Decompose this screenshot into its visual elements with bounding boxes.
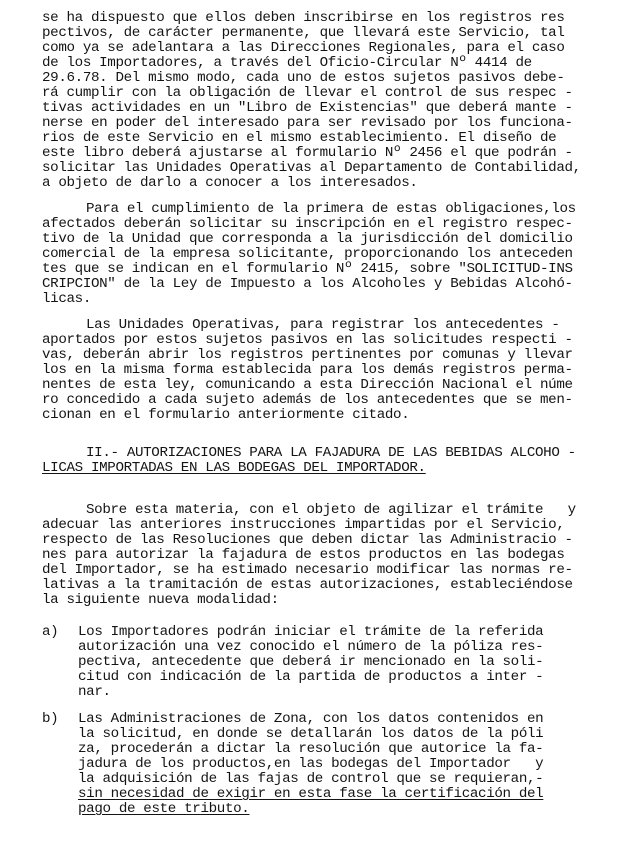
text-line: CRIPCION" de la Ley de Impuesto a los Alcoholes y Bebidas Alcohó- bbox=[42, 276, 573, 292]
text-line: lativas a la tramitación de estas autorizaciones, estableciéndose bbox=[42, 577, 573, 593]
text-line: pago de este tributo. bbox=[78, 801, 250, 817]
text-line: aportados por estos sujetos pasivos en las solicitudes respecti - bbox=[42, 332, 573, 348]
text-line: los en la misma forma establecida para los demás registros perma- bbox=[42, 362, 573, 378]
text-line: Las Unidades Operativas, para registrar los antecedentes - bbox=[86, 317, 560, 333]
text-line: respecto de las Resoluciones que deben dictar las Administracio - bbox=[42, 532, 573, 548]
list-marker: b) bbox=[42, 711, 59, 727]
text-line: citud con indicación de la partida de productos a inter - bbox=[78, 669, 544, 685]
text-line: tivas actividades en un "Libro de Existencias" que deberá mante - bbox=[42, 100, 573, 116]
text-line: a objeto de darlo a conocer a los interesados. bbox=[42, 175, 418, 191]
text-line: za, procederán a dictar la resolución que autorice la fa- bbox=[78, 741, 544, 757]
text-line: pectivos, de carácter permanente, que llevará este Servicio, tal bbox=[42, 25, 565, 41]
text-line: cionan en el formulario anteriormente citado. bbox=[42, 407, 410, 423]
text-line: autorización una vez conocido el número de la póliza res- bbox=[78, 639, 544, 655]
text-line: Para el cumplimiento de la primera de estas obligaciones,los bbox=[86, 201, 576, 217]
text-line: adecuar las anteriores instrucciones impartidas por el Servicio, bbox=[42, 517, 565, 533]
text-line: nes para autorizar la fajadura de estos productos en las bodegas bbox=[42, 547, 565, 563]
text-line: rá cumplir con la obligación de llevar el control de sus respec - bbox=[42, 85, 573, 101]
text-line: sin necesidad de exigir en esta fase la certificación del bbox=[78, 786, 544, 802]
heading-line: LICAS IMPORTADAS EN LAS BODEGAS DEL IMPORTADOR. bbox=[42, 460, 426, 476]
text-line: Las Administraciones de Zona, con los datos contenidos en bbox=[78, 711, 544, 727]
text-line: la solicitud, en donde se detallarán los datos de la póli bbox=[78, 726, 544, 742]
text-line: nentes de esta ley, comunicando a esta Dirección Nacional el núme bbox=[42, 377, 573, 393]
text-line: este libro deberá ajustarse al formulario Nº 2456 el que podrán - bbox=[42, 145, 573, 161]
text-line: del Importador, se ha estimado necesario modificar las normas re- bbox=[42, 562, 573, 578]
text-line: Sobre esta materia, con el objeto de agilizar el trámite y bbox=[86, 502, 576, 518]
text-line: rios de este Servicio en el mismo establecimiento. El diseño de bbox=[42, 130, 557, 146]
text-line: nar. bbox=[78, 684, 111, 700]
text-line: afectados deberán solicitar su inscripción en el registro respec- bbox=[42, 216, 573, 232]
text-line: tivo de la Unidad que corresponda a la jurisdicción del domicilio bbox=[42, 231, 573, 247]
text-line: pectiva, antecedente que deberá ir mencionado en la soli- bbox=[78, 654, 544, 670]
text-line: ro concedido a cada sujeto además de los antecedentes que se men- bbox=[42, 392, 573, 408]
text-line: vas, deberán abrir los registros pertinentes por comunas y llevar bbox=[42, 347, 573, 363]
text-line: como ya se adelantara a las Direcciones Regionales, para el caso bbox=[42, 40, 565, 56]
text-line: la adquisición de las fajas de control que se requieran,- bbox=[78, 771, 544, 787]
list-marker: a) bbox=[42, 624, 59, 640]
text-line: de los Importadores, a través del Oficio-Circular Nº 4414 de bbox=[42, 55, 532, 71]
text-line: 29.6.78. Del mismo modo, cada uno de estos sujetos pasivos debe- bbox=[42, 70, 565, 86]
text-line: la siguiente nueva modalidad: bbox=[42, 592, 279, 608]
heading-line: II.- AUTORIZACIONES PARA LA FAJADURA DE LAS BEBIDAS ALCOHO - bbox=[86, 445, 576, 461]
text-line: jadura de los productos,en las bodegas del Importador y bbox=[78, 756, 544, 772]
text-line: Los Importadores podrán iniciar el trámite de la referida bbox=[78, 624, 544, 640]
text-line: solicitar las Unidades Operativas al Departamento de Contabilidad, bbox=[42, 160, 581, 176]
text-line: licas. bbox=[42, 291, 91, 307]
text-line: nerse en poder del interesado para ser revisado por los funciona- bbox=[42, 115, 573, 131]
text-line: se ha dispuesto que ellos deben inscribirse en los registros res bbox=[42, 10, 565, 26]
text-line: tes que se indican en el formulario Nº 2415, sobre "SOLICITUD-INS bbox=[42, 261, 573, 277]
text-line: comercial de la empresa solicitante, proporcionando los anteceden bbox=[42, 246, 573, 262]
